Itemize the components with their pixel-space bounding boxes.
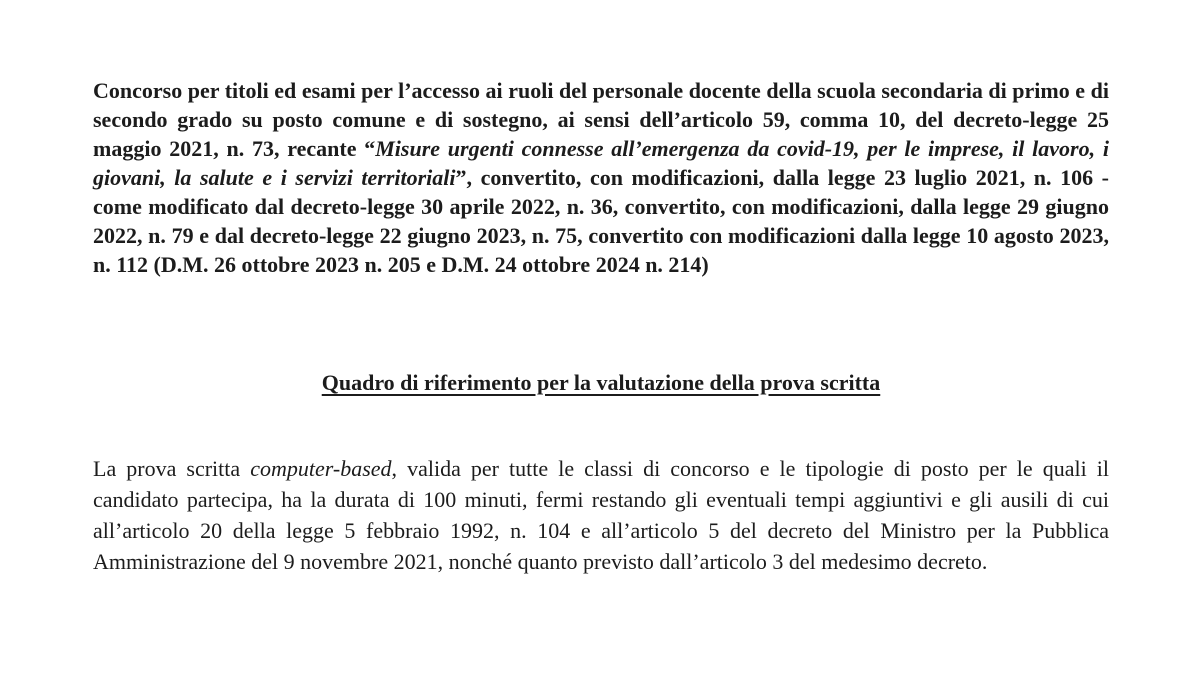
body-paragraph-run3: , valida per tutte le classi di concorso e le tipologie di posto per le quali il candidato partecipa, ha la durata di 100 minuti, fermi restando gli eventuali tempi aggiuntivi e gli ausili di cui all’articolo 20 della legge 5 febbraio 1992, n. 104 e all’articolo 5 del decreto del Ministro per la Pubblica Amministrazione del 9 novembre 2021, nonché quanto previsto dall’articolo 3 del medesimo decreto.: [93, 456, 1109, 574]
body-paragraph: [93, 453, 1109, 577]
intro-paragraph: [93, 76, 1109, 279]
section-heading: [93, 368, 1109, 397]
body-paragraph-italic-run: computer-based: [250, 456, 392, 481]
intro-paragraph-italic-run: Misure urgenti connesse all’emergenza da covid-19, per le imprese, il lavoro, i giovani, la salute e i servizi territoriali: [93, 136, 1109, 190]
body-paragraph-run1: La prova scritta: [93, 456, 251, 481]
section-heading-text: Quadro di riferimento per la valutazione della prova scritta: [321, 370, 881, 395]
intro-paragraph-run1: Concorso per titoli ed esami per l’accesso ai ruoli del personale docente della scuola secondaria di primo e di secondo grado su posto comune e di sostegno, ai sensi dell’articolo 59, comma 10, del decreto-legge 25 maggio 2021, n. 73, recante “: [93, 78, 1109, 161]
intro-paragraph-run3: ”, convertito, con modificazioni, dalla legge 23 luglio 2021, n. 106 - come modificato dal decreto-legge 30 aprile 2022, n. 36, convertito, con modificazioni, dalla legge 29 giugno 2022, n. 79 e dal decreto-legge 22 giugno 2023, n. 75, convertito con modificazioni dalla legge 10 agosto 2023, n. 112 (D.M. 26 ottobre 2023 n. 205 e D.M. 24 ottobre 2024 n. 214): [93, 165, 1110, 277]
